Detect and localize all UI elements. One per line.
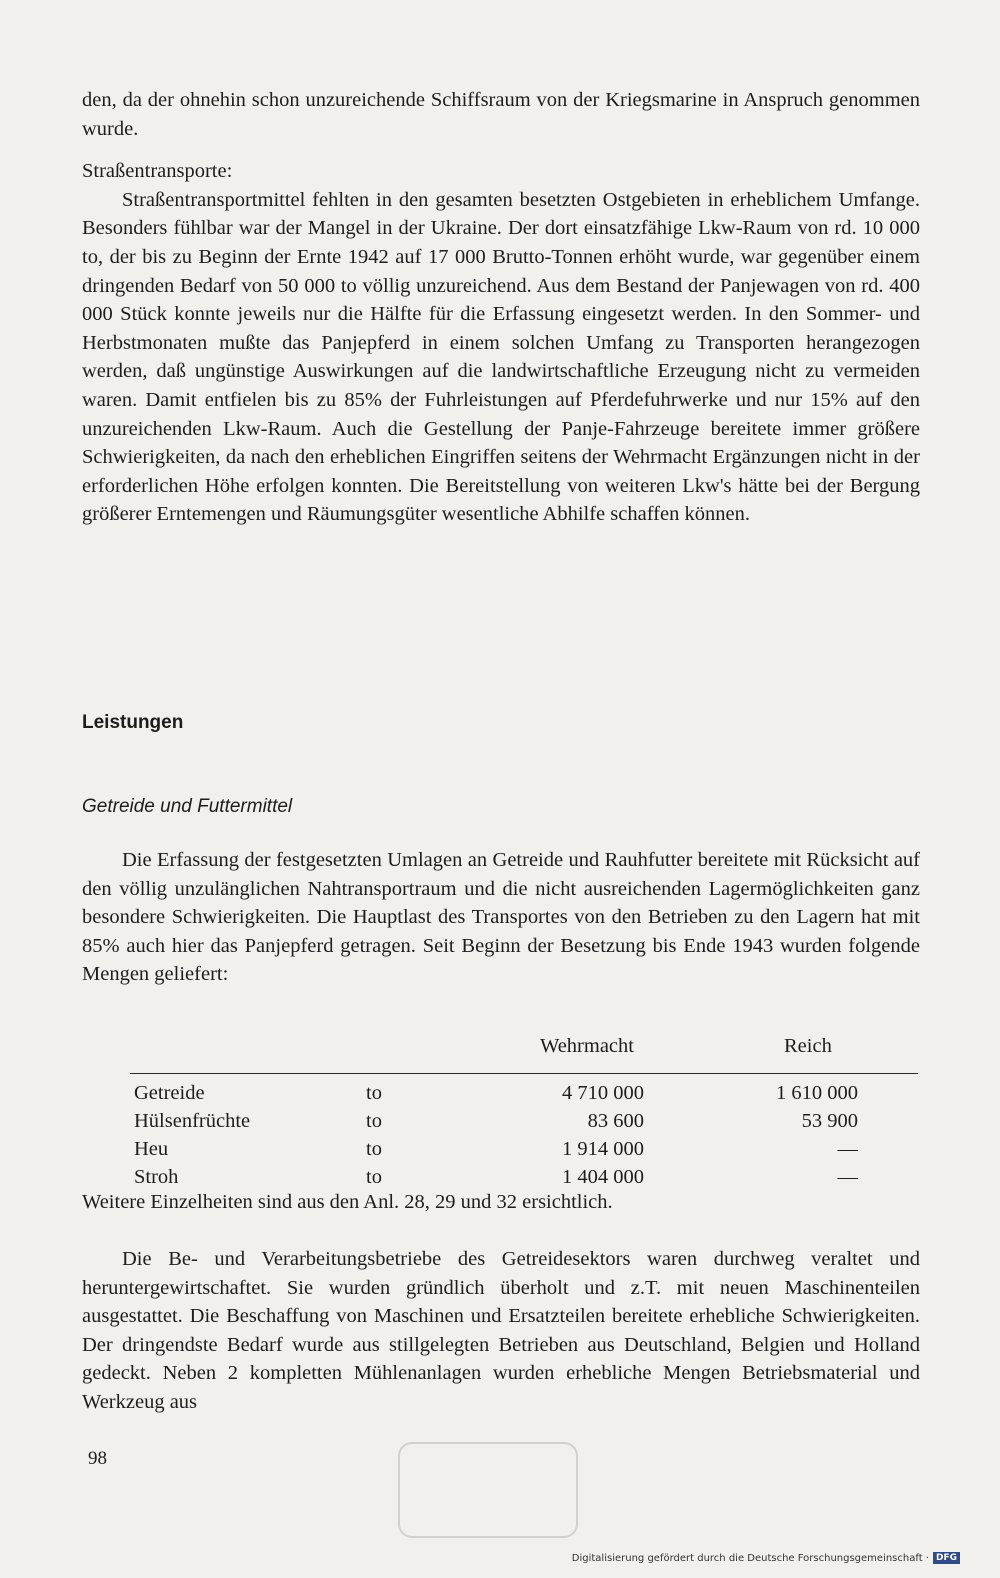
cell-unit: to xyxy=(366,1082,382,1104)
text-block-getreide xyxy=(82,846,920,989)
table-row xyxy=(0,1110,1000,1138)
cell-wehrmacht: 1 914 000 xyxy=(562,1138,644,1160)
cell-wehrmacht: 4 710 000 xyxy=(562,1082,644,1104)
table-rule xyxy=(130,1073,918,1074)
cell-reich: — xyxy=(837,1138,858,1160)
cell-unit: to xyxy=(366,1138,382,1160)
cell-reich: 53 900 xyxy=(801,1110,858,1132)
cell-name: Getreide xyxy=(134,1082,205,1104)
cell-wehrmacht: 83 600 xyxy=(587,1110,644,1132)
paragraph-label-strassentransporte: Straßentransporte: xyxy=(82,160,233,183)
dfg-logo-icon: DFG xyxy=(933,1552,960,1564)
table-header-reich: Reich xyxy=(784,1035,832,1057)
subheading: Getreide und Futtermittel xyxy=(82,796,293,817)
paragraph-strassentransporte: Straßentransportmittel fehlten in den gesamten besetzten Ostgebieten in erheblichem Umfange. Besonders fühlbar war der Mangel in der Ukraine. Der dort einsatzfähige Lkw-Raum von rd. 10 000 to, der bis zu Beginn der Ernte 1942 auf 17 000 Brutto-Tonnen erhöht wurde, war gegenüber einem dringenden Bedarf von 50 000 to völlig unzureichend. Aus dem Bestand der Panjewagen von rd. 400 000 Stück konnte jeweils nur die Hälfte für die Erfassung eingesetzt werden. In den Sommer- und Herbstmonaten mußte das Panjepferd in einem solchen Umfang zu Transporten herangezogen werden, daß ungünstige Auswirkungen auf die landwirtschaftliche Erzeugung nicht zu vermeiden waren. Damit entfielen bis zu 85% der Fuhrleistungen auf Pferdefuhrwerke und nur 15% auf den unzureichenden Lkw-Raum. Auch die Gestellung der Panje-Fahrzeuge bereitete immer größere Schwierigkeiten, da nach den erheblichen Eingriffen seitens der Wehrmacht Ergänzungen nicht in der erforderlichen Höhe erfolgen konnten. Die Bereitstellung von weiteren Lkw's hätte bei der Bergung größerer Erntemengen und Räumungsgüter wesentliche Abhilfe schaffen können. xyxy=(82,188,920,526)
table-note: Weitere Einzelheiten sind aus den Anl. 28, 29 und 32 ersichtlich. xyxy=(82,1191,613,1213)
cell-wehrmacht: 1 404 000 xyxy=(562,1166,644,1188)
paragraph-verarbeitung: Die Be- und Verarbeitungsbetriebe des Getreidesektors waren durchweg veraltet und heruntergewirtschaftet. Sie wurden gründlich überholt und z.T. mit neuen Maschinenteilen ausgestattet. Die Beschaffung von Maschinen und Ersatzteilen bereitete erhebliche Schwierigkeiten. Der dringendste Bedarf wurde aus stillgelegten Betrieben aus Deutschland, Belgien und Holland gedeckt. Neben 2 kompletten Mühlenanlagen wurden erhebliche Mengen Betriebsmaterial und Werkzeug aus xyxy=(82,1248,920,1413)
text-block-top xyxy=(82,86,920,529)
cell-reich: — xyxy=(837,1166,858,1188)
library-stamp xyxy=(398,1442,578,1538)
cell-name: Hülsenfrüchte xyxy=(134,1110,251,1132)
page-number: 98 xyxy=(88,1448,107,1469)
table-row xyxy=(0,1138,1000,1166)
text-block-bottom xyxy=(82,1245,920,1417)
paragraph-getreide: Die Erfassung der festgesetzten Umlagen an Getreide und Rauhfutter bereitete mit Rücksicht auf den völlig unzulänglichen Nahtransportraum und die nicht ausreichenden Lagermöglichkeiten ganz besondere Schwierigkeiten. Die Hauptlast des Transportes von den Betrieben zu den Lagern hat mit 85% auch hier das Panjepferd getragen. Seit Beginn der Besetzung bis Ende 1943 wurden folgende Mengen geliefert: xyxy=(82,849,920,986)
footer-text: Digitalisierung gefördert durch die Deutsche Forschungsgemeinschaft · xyxy=(571,1552,929,1564)
cell-name: Stroh xyxy=(134,1166,179,1188)
table-row xyxy=(0,1082,1000,1110)
section-heading: Leistungen xyxy=(82,712,184,733)
table-header-wehrmacht: Wehrmacht xyxy=(540,1035,634,1057)
cell-unit: to xyxy=(366,1166,382,1188)
table-row xyxy=(0,1166,1000,1194)
cell-name: Heu xyxy=(134,1138,169,1160)
cell-reich: 1 610 000 xyxy=(776,1082,858,1104)
paragraph-continuation: den, da der ohnehin schon unzureichende Schiffsraum von der Kriegsmarine in Anspruch genommen wurde. xyxy=(82,89,920,140)
digitization-footer xyxy=(572,1552,960,1564)
cell-unit: to xyxy=(366,1110,382,1132)
